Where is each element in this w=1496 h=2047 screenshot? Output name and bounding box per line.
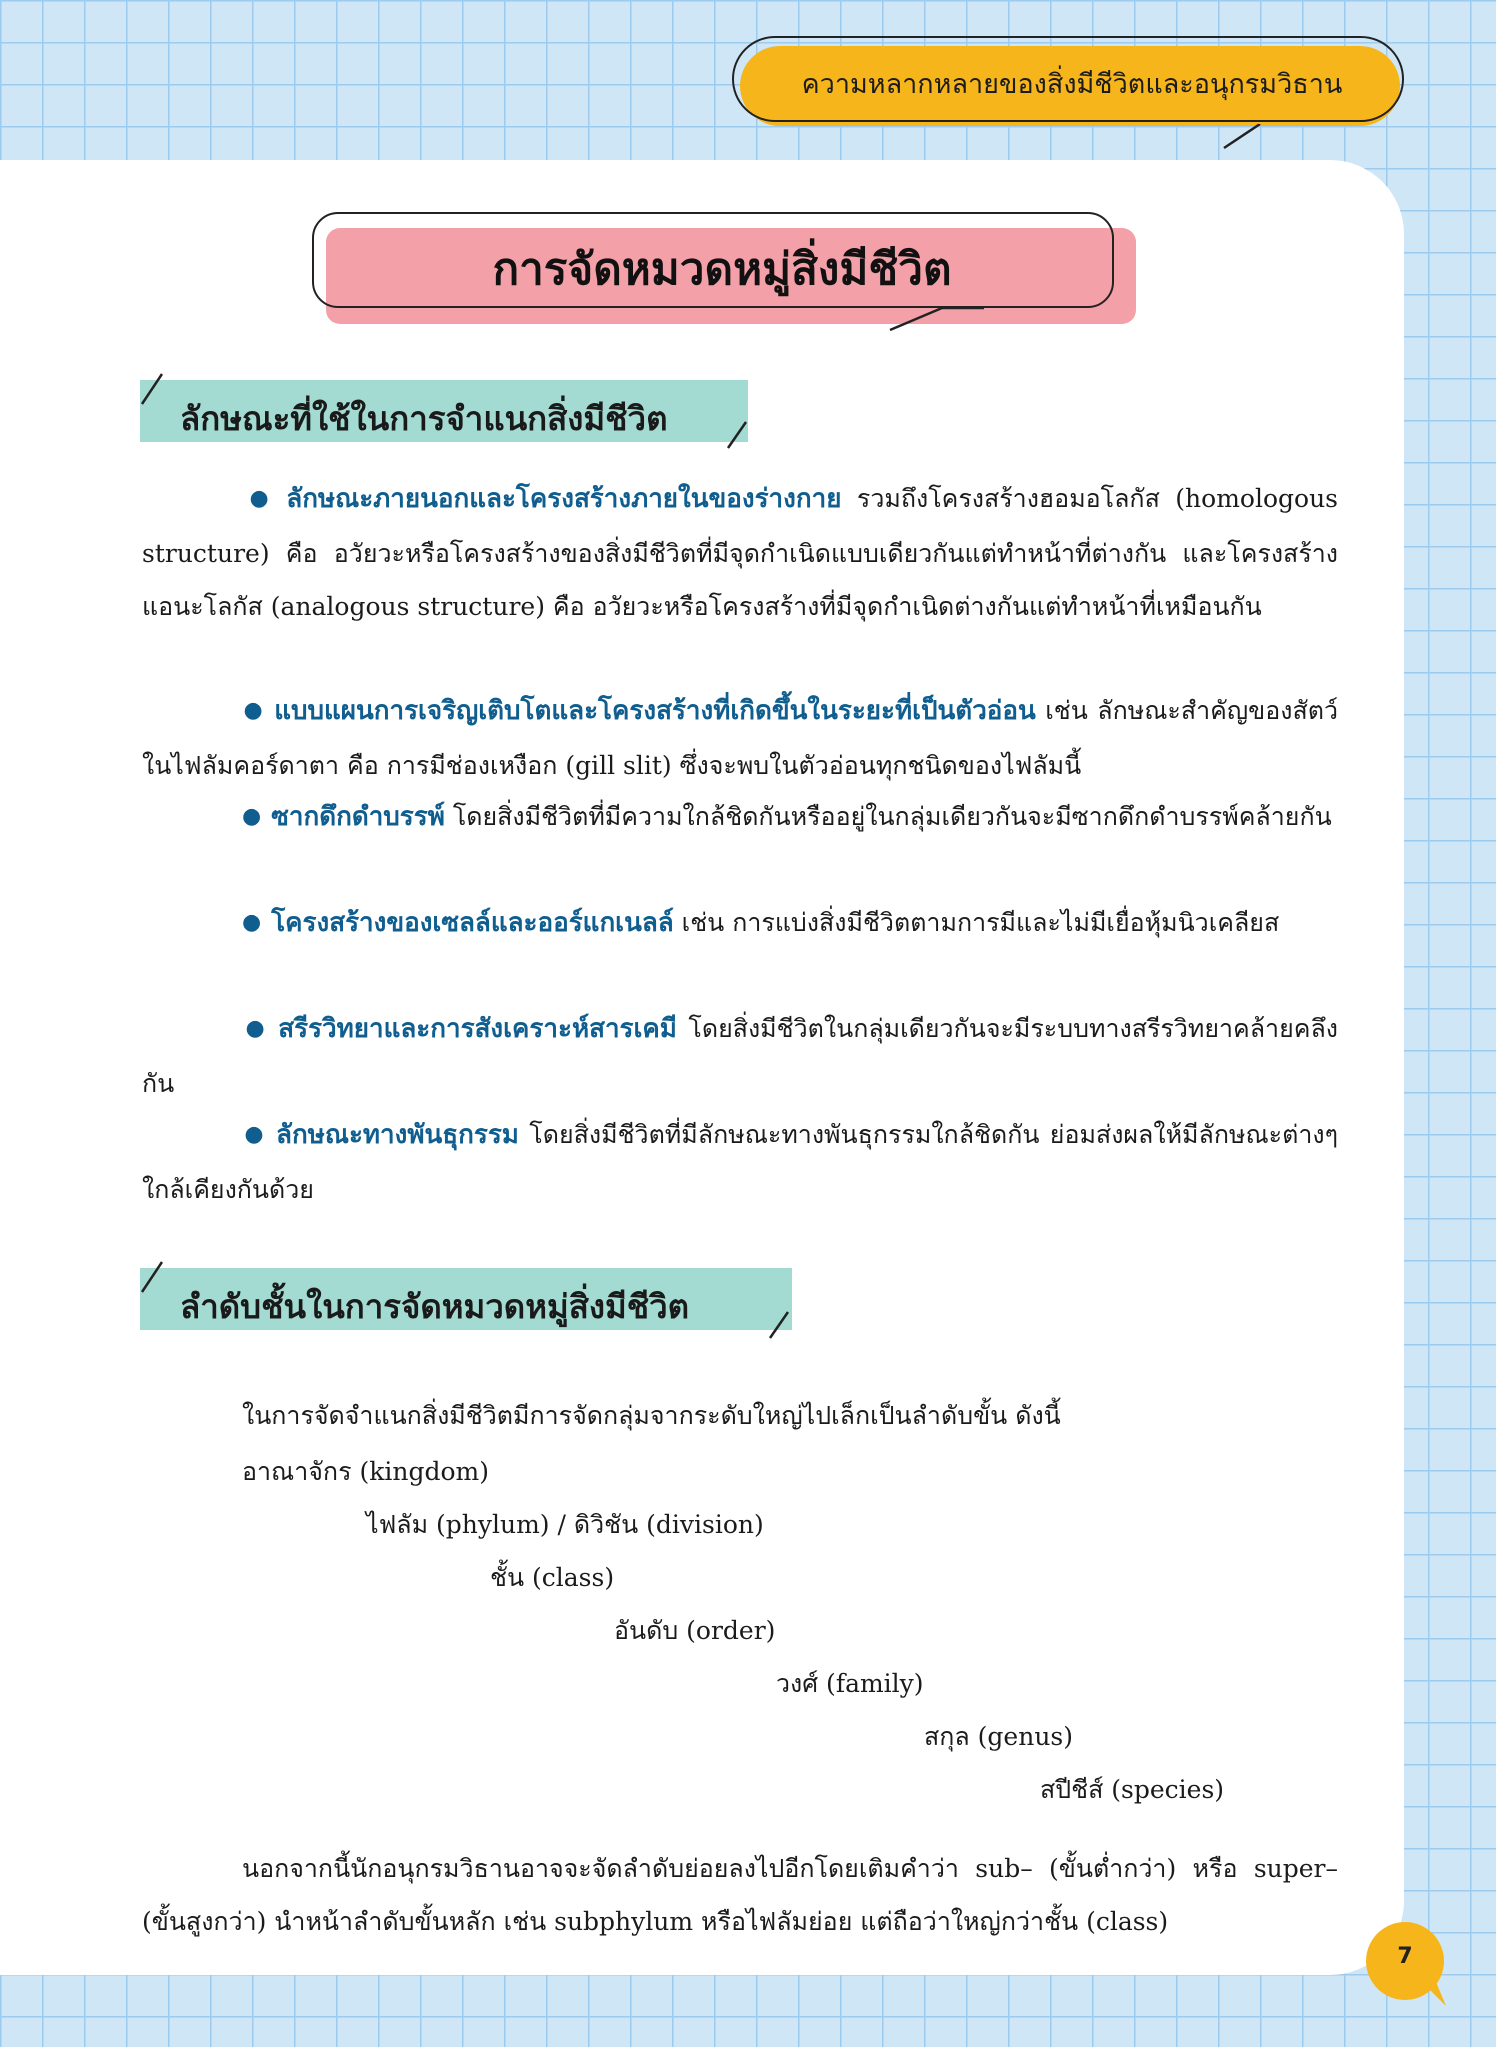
bullet-text: เช่น การแบ่งสิ่งมีชีวิตตามการมีและไม่มีเยื่อหุ้มนิวเคลียส	[673, 908, 1280, 937]
closing-text: นอกจากนี้นักอนุกรมวิธานอาจจะจัดลำดับย่อยลงไปอีกโดยเติมคำว่า sub– (ขั้นต่ำกว่า) หรือ super– (ขั้นสูงกว่า) นำหน้าลำดับขั้นหลัก เช่น subphylum หรือไฟลัมย่อย แต่ถือว่าใหญ่กว่าชั้น (class)	[142, 1854, 1338, 1936]
page-number-badge	[1366, 1922, 1448, 2004]
speech-tail-icon	[1366, 1922, 1466, 2022]
bullet-dot-icon: ●	[242, 910, 262, 935]
bullet-text: โดยสิ่งมีชีวิตที่มีลักษณะทางพันธุกรรมใกล้ชิดกัน ย่อมส่งผลให้มีลักษณะต่างๆ ใกล้เคียงกันด้วย	[142, 1120, 1338, 1204]
bullet-keyword: โครงสร้างของเซลล์และออร์แกเนลล์	[271, 908, 674, 938]
rank-order: อันดับ (order)	[614, 1616, 776, 1645]
bullet-text: รวมถึงโครงสร้างฮอมอโลกัส (homologous structure) คือ อวัยวะหรือโครงสร้างของสิ่งมีชีวิตที่มีจุดกำเนิดแบบเดียวกันแต่ทำหน้าที่ต่างกัน และโครงสร้างแอนะโลกัส (analogous structure) คือ อวัยวะหรือโครงสร้างที่มีจุดกำเนิดต่างกันแต่ทำหน้าที่เหมือนกัน	[142, 484, 1338, 621]
bullet-text: โดยสิ่งมีชีวิตในกลุ่มเดียวกันจะมีระบบทางสรีรวิทยาคล้ายคลึงกัน	[142, 1014, 1338, 1098]
bullet-keyword: ลักษณะทางพันธุกรรม	[276, 1120, 519, 1150]
bullet-dot-icon: ●	[242, 698, 265, 723]
section1-header	[140, 380, 750, 442]
bullet-item-1	[142, 472, 1338, 633]
bullet-dot-icon: ●	[242, 1016, 269, 1041]
page-title: การจัดหมวดหมู่สิ่งมีชีวิต	[492, 244, 952, 295]
bullet-keyword: สรีรวิทยาและการสังเคราะห์สารเคมี	[278, 1014, 677, 1044]
rank-phylum: ไฟลัม (phylum) / ดิวิชัน (division)	[366, 1510, 764, 1539]
bullet-keyword: ซากดึกดำบรรพ์	[271, 802, 445, 832]
rank-genus: สกุล (genus)	[924, 1722, 1073, 1751]
rank-species: สปีชีส์ (species)	[1040, 1775, 1225, 1804]
bullet-text: โดยสิ่งมีชีวิตที่มีความใกล้ชิดกันหรืออยู่ในกลุ่มเดียวกันจะมีซากดึกดำบรรพ์คล้ายกัน	[444, 802, 1332, 831]
bullet-text: เช่น ลักษณะสำคัญของสัตว์ในไฟลัมคอร์ดาตา คือ การมีช่องเหงือก (gill slit) ซึ่งจะพบในตัวอ่อนทุกชนิดของไฟลัมนี้	[142, 696, 1339, 780]
rank-class: ชั้น (class)	[490, 1563, 615, 1592]
bullet-dot-icon: ●	[242, 486, 277, 511]
section2-header	[140, 1268, 792, 1330]
bullet-item-5	[142, 1002, 1338, 1110]
bullet-keyword: แบบแผนการเจริญเติบโตและโครงสร้างที่เกิดขึ้นในระยะที่เป็นตัวอ่อน	[274, 696, 1036, 726]
bullet-dot-icon: ●	[242, 1122, 267, 1147]
chapter-tab	[732, 36, 1404, 128]
page-number: 7	[1397, 1944, 1413, 1969]
bullet-item-6	[142, 1108, 1338, 1216]
chapter-title: ความหลากหลายของสิ่งมีชีวิตและอนุกรมวิธาน	[801, 69, 1343, 100]
section2-heading: ลำดับชั้นในการจัดหมวดหมู่สิ่งมีชีวิต	[180, 1287, 690, 1326]
bullet-keyword: ลักษณะภายนอกและโครงสร้างภายในของร่างกาย	[286, 484, 842, 514]
rank-family: วงศ์ (family)	[776, 1669, 924, 1698]
rank-kingdom: อาณาจักร (kingdom)	[242, 1457, 489, 1486]
bullet-item-4	[142, 896, 1338, 951]
section2-intro: ในการจัดจำแนกสิ่งมีชีวิตมีการจัดกลุ่มจากระดับใหญ่ไปเล็กเป็นลำดับขั้น ดังนี้	[242, 1401, 1061, 1430]
bullet-item-3	[142, 790, 1338, 845]
section2-closing	[142, 1842, 1338, 1948]
bullet-dot-icon: ●	[242, 804, 262, 829]
bullet-item-2	[142, 684, 1338, 792]
title-box	[312, 212, 1132, 330]
section1-heading: ลักษณะที่ใช้ในการจำแนกสิ่งมีชีวิต	[180, 399, 668, 438]
